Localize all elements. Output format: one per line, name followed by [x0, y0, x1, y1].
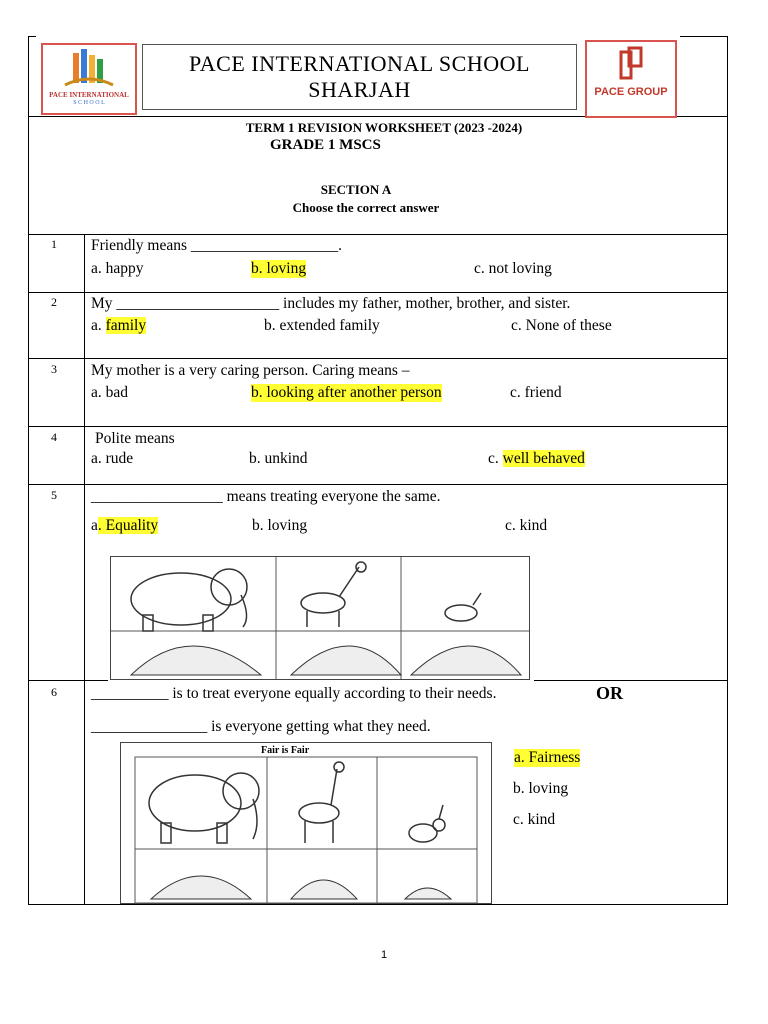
table-top: [28, 234, 728, 235]
equality-illustration: [110, 556, 530, 680]
frame-right: [727, 36, 728, 905]
option-a: a. bad: [91, 384, 129, 401]
school-name-line1: PACE INTERNATIONAL SCHOOL: [189, 51, 530, 76]
question-number: 4: [51, 430, 57, 444]
option-a: [91, 317, 146, 335]
option-c: c. friend: [510, 384, 562, 401]
right-group-logo: [585, 40, 677, 118]
illustration-title: Fair is Fair: [261, 745, 310, 756]
frame-top-tick-left: [28, 36, 36, 37]
elephant-icon: [131, 569, 247, 631]
question-number: 3: [51, 362, 57, 376]
school-name-box: [142, 44, 577, 110]
grade-title: GRADE 1 MSCS: [270, 137, 381, 153]
question-text: My mother is a very caring person. Caring means –: [91, 362, 410, 379]
question-text: __________ is to treat everyone equally according to their needs.: [91, 685, 497, 702]
question-number: 6: [51, 685, 57, 699]
question-text: My _____________________ includes my father, mother, brother, and sister.: [91, 295, 571, 312]
option-b: b. loving: [513, 780, 569, 797]
frame-top-tick-right: [680, 36, 728, 37]
row-divider-2: [28, 358, 728, 359]
or-label: OR: [596, 683, 623, 703]
row-divider-1: [28, 292, 728, 293]
option-a-correct: . Equality: [97, 517, 159, 534]
option-b: b. extended family: [264, 317, 380, 334]
question-number: 2: [51, 295, 57, 309]
pace-group-icon: [587, 42, 675, 116]
option-c-correct: well behaved: [502, 450, 585, 467]
row-divider-3: [28, 426, 728, 427]
option-b: b. loving: [252, 517, 308, 534]
option-a-correct: family: [105, 317, 147, 334]
frame-bottom: [28, 904, 728, 905]
fairness-illustration: [120, 742, 492, 904]
option-c: c. kind: [505, 517, 548, 534]
question-text: Polite means: [95, 430, 175, 447]
worksheet-title: TERM 1 REVISION WORKSHEET (2023 -2024): [245, 120, 523, 135]
option-c: c. None of these: [511, 317, 612, 334]
right-logo-name: PACE GROUP: [594, 86, 668, 98]
left-logo-sub: S C H O O L: [73, 100, 105, 106]
question-text-alt: _______________ is everyone getting what they need.: [91, 718, 431, 735]
option-b: b. unkind: [249, 450, 308, 467]
option-c-prefix: c.: [488, 450, 503, 467]
frame-top-left: [28, 36, 29, 905]
question-number: 1: [51, 237, 57, 251]
option-c: [488, 450, 585, 468]
question-number: 5: [51, 488, 57, 502]
option-a: a. rude: [91, 450, 134, 467]
option-c: c. not loving: [474, 260, 552, 277]
option-b-correct: b. looking after another person: [251, 384, 442, 401]
option-a-correct: a. Fairness: [514, 749, 581, 766]
hay-pile-icon: [131, 646, 521, 675]
instruction-text: Choose the correct answer: [292, 200, 440, 215]
left-school-logo: [41, 43, 137, 115]
option-b-correct: b. loving: [251, 260, 307, 277]
option-a: [91, 517, 158, 535]
question-text: Friendly means ___________________.: [91, 237, 342, 254]
elephant-icon: [149, 773, 259, 843]
section-title: SECTION A: [320, 182, 392, 197]
number-column-divider: [84, 234, 85, 905]
rabbit-icon: [409, 805, 445, 842]
option-a-prefix: a.: [91, 317, 106, 334]
rabbit-icon: [445, 593, 481, 621]
row-divider-4: [28, 484, 728, 485]
row-divider-5a: [28, 680, 108, 681]
giraffe-icon: [301, 562, 366, 627]
option-a-prefix: a: [91, 517, 98, 534]
option-a: a. happy: [91, 260, 144, 277]
hay-pile-icon: [151, 876, 451, 899]
giraffe-icon: [299, 762, 344, 843]
question-text: _________________ means treating everyone the same.: [91, 488, 441, 505]
left-logo-name: PACE INTERNATIONAL: [49, 91, 129, 99]
school-name-line2: SHARJAH: [308, 77, 411, 102]
page-number: 1: [380, 949, 388, 961]
row-divider-5b: [534, 680, 728, 681]
option-c: c. kind: [513, 811, 556, 828]
